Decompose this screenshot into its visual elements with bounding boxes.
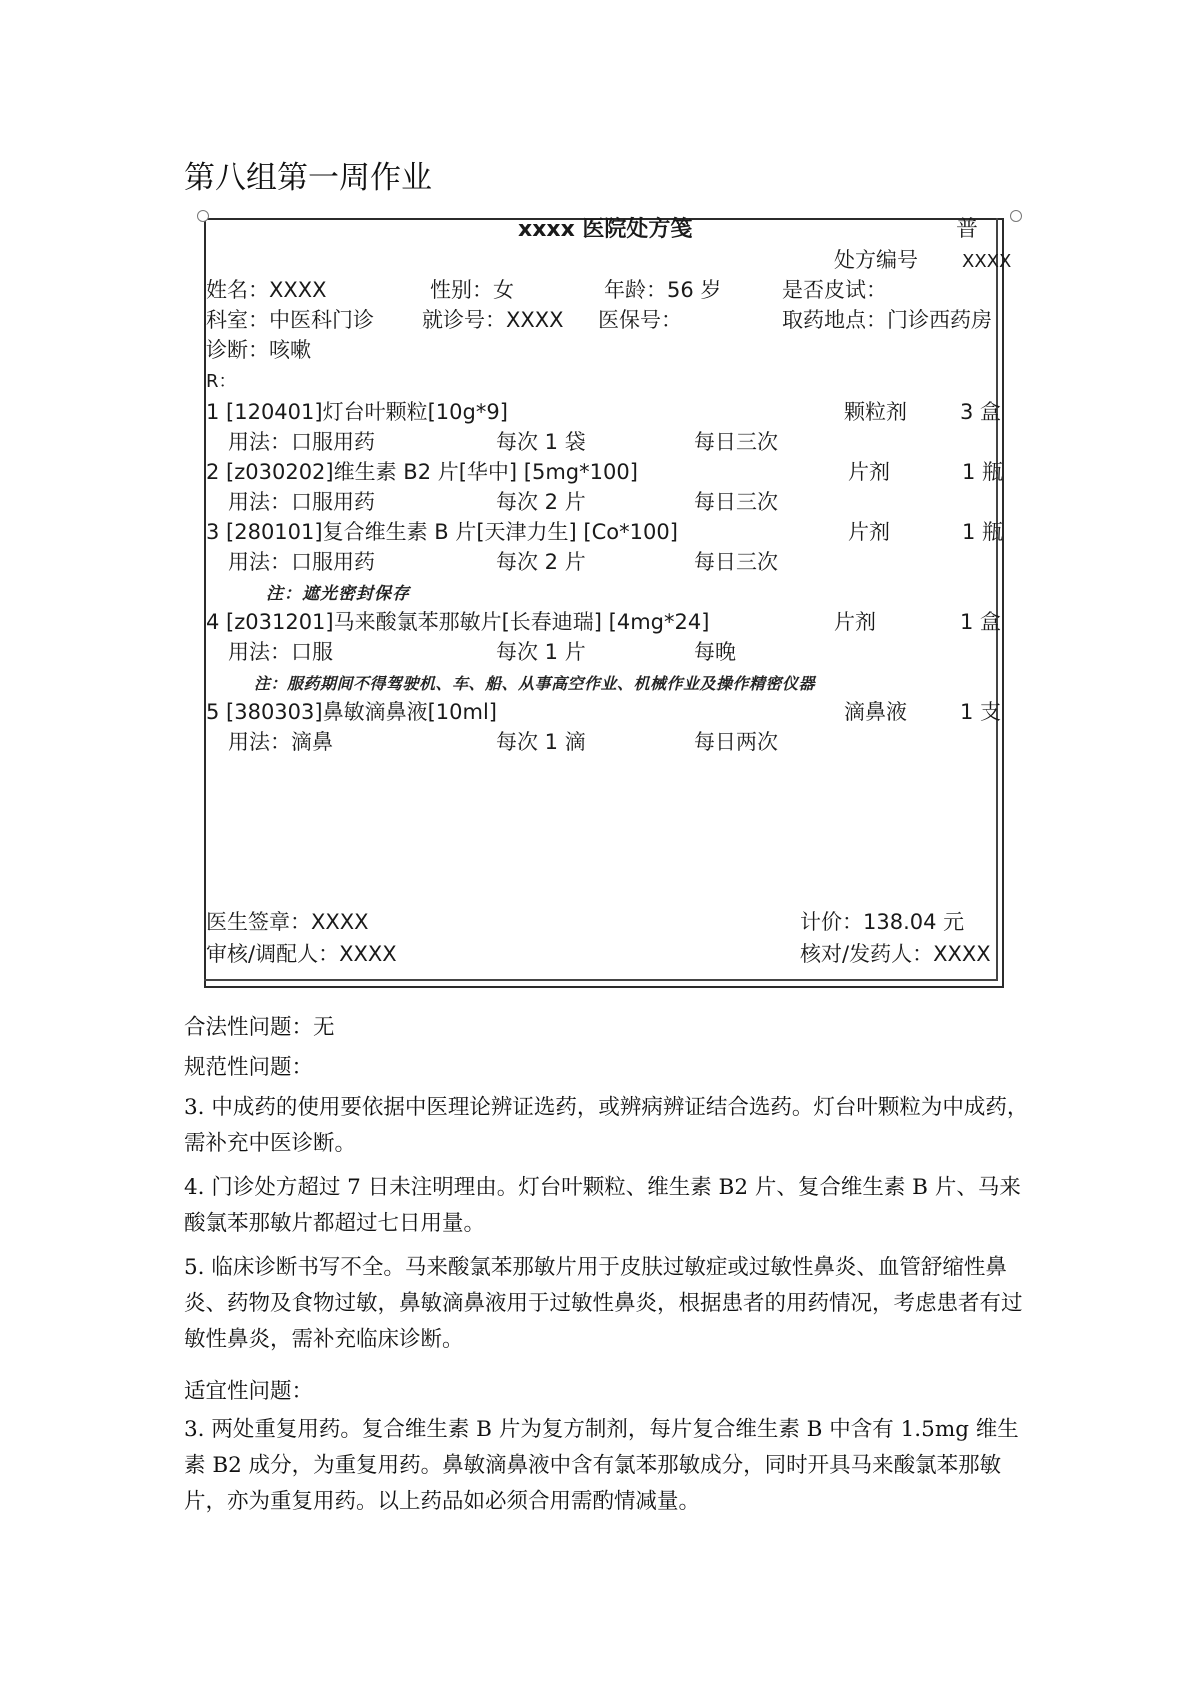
visit-number: 就诊号：XXXX	[422, 308, 564, 332]
total-price: 计价：138.04 元	[800, 910, 965, 934]
drug-dose: 每次 2 片	[496, 550, 586, 574]
reviewer: 审核/调配人：XXXX	[206, 942, 397, 966]
drug-form: 片剂	[848, 460, 890, 484]
skin-test-field: 是否皮试：	[782, 278, 887, 302]
drug-note: 注：服药期间不得驾驶机、车、船、从事高空作业、机械作业及操作精密仪器	[254, 674, 816, 693]
drug-frequency: 每日两次	[694, 730, 778, 754]
drug-dose: 每次 2 片	[496, 490, 586, 514]
pickup-location: 取药地点：门诊西药房	[782, 308, 992, 332]
drug-quantity: 1 支	[960, 700, 1002, 724]
suitability-issues-heading: 适宜性问题：	[184, 1379, 314, 1404]
drug-line: 5 [380303]鼻敏滴鼻液[10ml]	[206, 700, 497, 724]
drug-form: 颗粒剂	[844, 400, 907, 424]
drug-usage: 用法：口服用药	[228, 490, 375, 514]
patient-gender: 性别：女	[430, 278, 514, 302]
drug-form: 滴鼻液	[844, 700, 907, 724]
legality-issue: 合法性问题：无	[184, 1015, 335, 1040]
rx-number-label: 处方编号	[834, 248, 918, 272]
drug-quantity: 1 瓶	[962, 460, 1004, 484]
standard-issue-item: 3. 中成药的使用要依据中医理论辨证选药，或辨病辨证结合选药。灯台叶颗粒为中成药，需补充中医诊断。	[184, 1095, 1029, 1156]
drug-note: 注：遮光密封保存	[266, 584, 410, 604]
drug-dose: 每次 1 滴	[496, 730, 586, 754]
corner-mark-icon	[197, 210, 209, 222]
standard-issue-item: 5. 临床诊断书写不全。马来酸氯苯那敏片用于皮肤过敏症或过敏性鼻炎、血管舒缩性鼻炎、药物及食物过敏，鼻敏滴鼻液用于过敏性鼻炎，根据患者的用药情况，考虑患者有过敏性鼻炎，需补充临床诊断。	[184, 1255, 1023, 1352]
drug-quantity: 3 盒	[960, 400, 1002, 424]
patient-name: 姓名：XXXX	[206, 278, 327, 302]
drug-usage: 用法：滴鼻	[228, 730, 333, 754]
rx-symbol: R：	[206, 371, 237, 392]
drug-frequency: 每日三次	[694, 550, 778, 574]
drug-frequency: 每日三次	[694, 430, 778, 454]
diagnosis: 诊断：咳嗽	[206, 338, 311, 362]
insurance-number: 医保号：	[598, 308, 682, 332]
drug-frequency: 每晚	[694, 640, 736, 664]
drug-quantity: 1 盒	[960, 610, 1002, 634]
drug-dose: 每次 1 袋	[496, 430, 586, 454]
standard-issues-heading: 规范性问题：	[184, 1055, 314, 1080]
department: 科室：中医科门诊	[206, 308, 374, 332]
drug-usage: 用法：口服用药	[228, 430, 375, 454]
corner-mark-icon	[1010, 210, 1022, 222]
drug-form: 片剂	[848, 520, 890, 544]
drug-frequency: 每日三次	[694, 490, 778, 514]
rx-number-value: XXXX	[962, 251, 1012, 272]
doctor-signature: 医生签章：XXXX	[206, 910, 369, 934]
drug-usage: 用法：口服用药	[228, 550, 375, 574]
drug-usage: 用法：口服	[228, 640, 333, 664]
dispenser: 核对/发药人：XXXX	[800, 942, 991, 966]
drug-quantity: 1 瓶	[962, 520, 1004, 544]
standard-issue-item: 4. 门诊处方超过 7 日未注明理由。灯台叶颗粒、维生素 B2 片、复合维生素 B 片、马来酸氯苯那敏片都超过七日用量。	[184, 1175, 1021, 1236]
prescription-type-mark: 普	[956, 217, 979, 242]
hospital-title: xxxx 医院处方笺	[518, 217, 693, 242]
suitability-issue-item: 3. 两处重复用药。复合维生素 B 片为复方制剂，每片复合维生素 B 中含有 1.5mg 维生素 B2 成分，为重复用药。鼻敏滴鼻液中含有氯苯那敏成分，同时开具马来酸氯苯那敏片，亦为重复用药。以上药品如必须合用需酌情减量。	[184, 1417, 1019, 1514]
drug-line: 1 [120401]灯台叶颗粒[10g*9]	[206, 400, 508, 424]
drug-dose: 每次 1 片	[496, 640, 586, 664]
patient-age: 年龄：56 岁	[604, 278, 722, 302]
drug-line: 2 [z030202]维生素 B2 片[华中] [5mg*100]	[206, 460, 638, 484]
page-title: 第八组第一周作业	[184, 160, 432, 196]
drug-line: 4 [z031201]马来酸氯苯那敏片[长春迪瑞] [4mg*24]	[206, 610, 710, 634]
drug-form: 片剂	[834, 610, 876, 634]
drug-line: 3 [280101]复合维生素 B 片[天津力生] [Co*100]	[206, 520, 678, 544]
